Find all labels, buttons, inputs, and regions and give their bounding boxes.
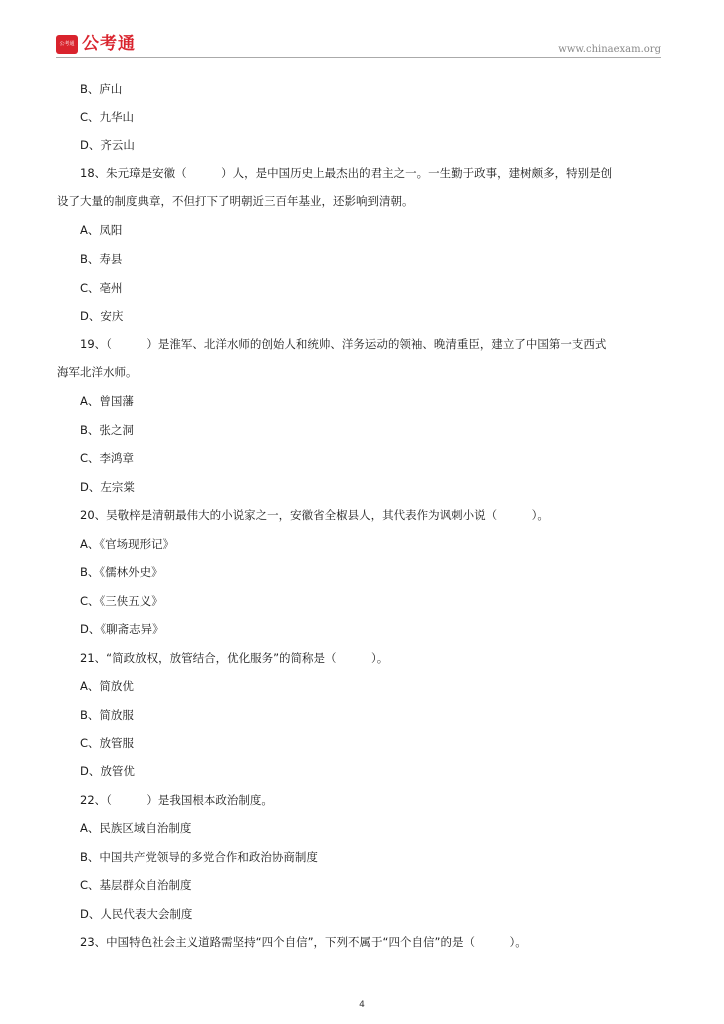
question-23: 23、中国特色社会主义道路需坚持“四个自信”，下列不属于“四个自信”的是（ ）。 bbox=[80, 935, 527, 949]
question-18: 18、朱元璋是安徽（ ）人，是中国历史上最杰出的君主之一。一生勤于政事，建树颇多，特别是创 bbox=[80, 166, 613, 180]
option-22-b: B、中国共产党领导的多党合作和政治协商制度 bbox=[80, 850, 318, 864]
option-20-d: D、《聊斋志异》 bbox=[80, 622, 164, 636]
option-19-c: C、李鸿章 bbox=[80, 451, 135, 465]
question-19: 19、（ ）是淮军、北洋水师的创始人和统帅、洋务运动的领袖、晚清重臣，建立了中国第一支西式 bbox=[80, 337, 607, 351]
question-22: 22、（ ）是我国根本政治制度。 bbox=[80, 793, 273, 807]
option-18-a: A、凤阳 bbox=[80, 223, 123, 237]
question-21: 21、“简政放权，放管结合，优化服务”的简称是（ ）。 bbox=[80, 651, 389, 665]
option-22-d: D、人民代表大会制度 bbox=[80, 907, 193, 921]
question-19-cont: 海军北洋水师。 bbox=[57, 365, 138, 379]
option-20-b: B、《儒林外史》 bbox=[80, 565, 163, 579]
option-19-a: A、曾国藩 bbox=[80, 394, 134, 408]
option-21-c: C、放管服 bbox=[80, 736, 135, 750]
option-18-b: B、寿县 bbox=[80, 252, 123, 266]
option-20-c: C、《三侠五义》 bbox=[80, 594, 163, 608]
option-17-d: D、齐云山 bbox=[80, 138, 135, 152]
option-22-c: C、基层群众自治制度 bbox=[80, 878, 192, 892]
option-17-c: C、九华山 bbox=[80, 110, 135, 124]
option-18-c: C、亳州 bbox=[80, 281, 123, 295]
option-21-a: A、简放优 bbox=[80, 679, 134, 693]
header-divider bbox=[56, 57, 661, 58]
logo-badge: 公考通 bbox=[56, 35, 78, 54]
option-18-d: D、安庆 bbox=[80, 309, 124, 323]
site-url: www.chinaexam.org bbox=[558, 44, 661, 55]
option-20-a: A、《官场现形记》 bbox=[80, 537, 175, 551]
logo-text: 公考通 bbox=[82, 34, 136, 54]
question-18-cont: 设了大量的制度典章，不但打下了明朝近三百年基业，还影响到清朝。 bbox=[57, 194, 414, 208]
page-number: 4 bbox=[359, 1000, 365, 1010]
page-header bbox=[56, 35, 661, 59]
option-17-b: B、庐山 bbox=[80, 82, 123, 96]
option-21-b: B、简放服 bbox=[80, 708, 134, 722]
option-19-b: B、张之洞 bbox=[80, 423, 134, 437]
question-20: 20、吴敬梓是清朝最伟大的小说家之一，安徽省全椒县人，其代表作为讽刺小说（ ）。 bbox=[80, 508, 549, 522]
option-21-d: D、放管优 bbox=[80, 764, 135, 778]
option-22-a: A、民族区域自治制度 bbox=[80, 821, 192, 835]
option-19-d: D、左宗棠 bbox=[80, 480, 135, 494]
